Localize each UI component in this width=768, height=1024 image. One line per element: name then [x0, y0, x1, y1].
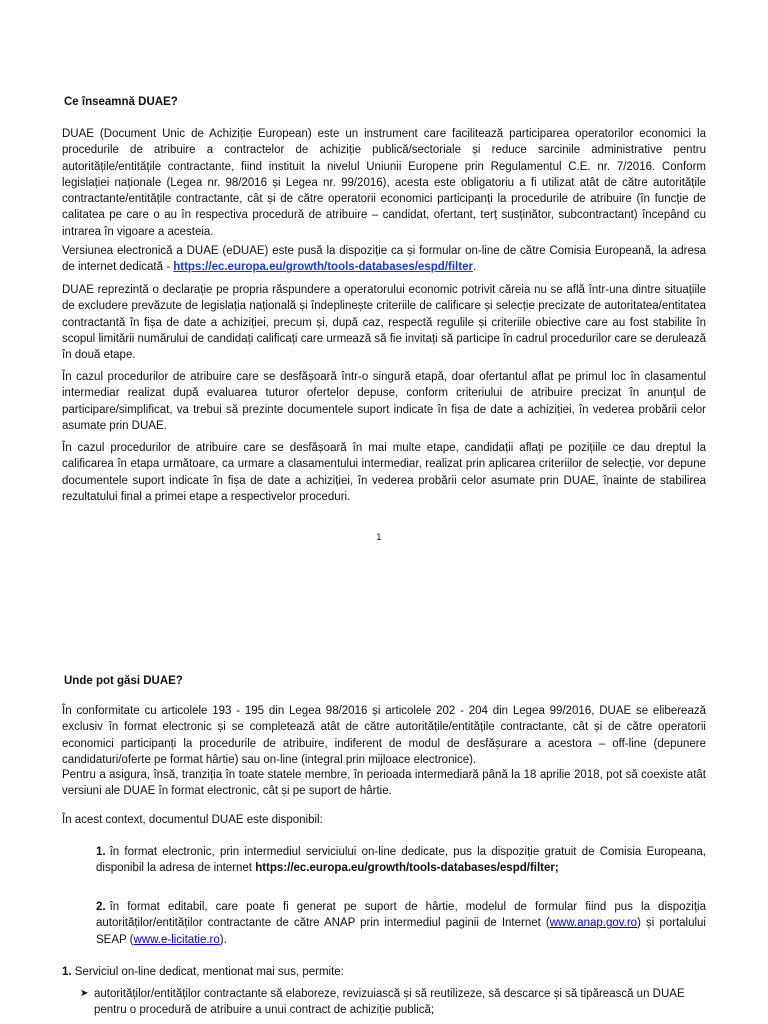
paragraph-legal-basis: În conformitate cu articolele 193 - 195 din Legea 98/2016 și articolele 202 - 204 din Legea 99/2016, DUAE se eliberează exclusiv în format electronic și se completează atât de către autoritățile/entitățile contractante, cât și de către operatorii economici participanți la procedurile de atribuire, indiferent de modul de desfășurare a acestora – off-line (depunere candidaturi/oferte pe format hârtie) sau on-line (integral prin mijloace electronice). — [62, 705, 706, 766]
espd-link[interactable]: https://ec.europa.eu/growth/tools-databases/espd/filter — [173, 261, 473, 274]
list-item-text: în format electronic, prin intermediul serviciului on-line dedicate, pus la dispoziție gratuit de Comisia Europeana, disponibil la adresa de internet — [96, 846, 706, 875]
paragraph-single-stage: În cazul procedurilor de atribuire care se desfășoară într-o singură etapă, doar ofertantul aflat pe primul loc în clasamentul intermediar realizat după evaluarea tuturor ofertelor depuse, conform criteriului de atribuire precizat în anunțul de participare/simplificat, va trebui să prezinte documentele suport indicate în fișa de date a achiziției, în vederea probării celor asumate prin DUAE. — [62, 371, 706, 432]
list-item-text: în format editabil, care poate fi generat pe suport de hârtie, modelul de formular fiind pus la dispoziția autorităților/entităților contractante de către ANAP prin intermediul paginii de Internet ( — [96, 901, 706, 930]
list-item-editable-format — [96, 899, 706, 948]
paragraph-eduae-version — [62, 243, 706, 276]
bullet-item-authorities — [80, 986, 706, 1019]
service-number: 1. — [62, 966, 72, 978]
section-title-what-is-duae: Ce înseamnă DUAE? — [64, 96, 178, 108]
arrow-bullet-icon: ➤ — [80, 988, 89, 999]
e-licitatie-link[interactable]: www.e-licitatie.ro — [133, 933, 220, 946]
section-title-where-to-find: Unde pot găsi DUAE? — [64, 675, 183, 687]
page-number: 1 — [376, 533, 382, 543]
list-item-number: 1. — [96, 846, 106, 858]
list-item-text-end: ). — [219, 933, 227, 946]
paragraph-declaration: DUAE reprezintă o declarație pe propria răspundere a operatorului economic potrivit căreia nu se află într-una dintre situațiile de excludere prevăzute de legislația națională și îndeplinește criteriile de calificare și selecție precizate de autoritatea/entitatea contractantă în fișa de date a achiziției, precum și, după caz, respectă regulile și criteriile obiective care au fost stabilite în scopul limitării numărului de candidați calificați care urmează să fie invitați să participe în cadrul procedurilor care se derulează în două etape. — [62, 284, 706, 362]
list-item-electronic-format — [96, 844, 706, 877]
anap-link[interactable]: www.anap.gov.ro — [549, 917, 638, 930]
espd-filter-url[interactable]: https://ec.europa.eu/growth/tools-databases/espd/filter; — [255, 862, 559, 875]
paragraph-transition: Pentru a asigura, însă, tranziția în toate statele membre, în perioada intermediară până la 18 aprilie 2018, pot să coexiste atât versiuni ale DUAE în format electronic, cât și pe suport de hârtie. — [62, 769, 706, 798]
paragraph-text: Versiunea electronică a DUAE (eDUAE) este pusă la dispoziție ca și formular on-line de către Comisia Europeană, la adresa de internet dedicată - — [62, 245, 706, 274]
paragraph-duae-definition: DUAE (Document Unic de Achiziție European) este un instrument care facilitează participarea operatorilor economici la procedurile de atribuire a contractelor de achiziție publică/sectoriale și reduce sarcinile administrative pentru autoritățile/entitățile contractante, fiind instituit la nivelul Uniunii Europene prin Regulamentul C.E. nr. 7/2016. Conform legislației naționale (Legea nr. 98/2016 și Legea nr. 99/2016), acesta este obligatoriu a fi utilizat atât de către autoritățile contractante/entitățile contractante, cât și de către operatorii economici participanți la procedurile de atribuire (în funcție de calitatea pe care o au în respectiva procedură de atribuire – candidat, ofertant, terț susținător, subcontractant) începând cu intrarea în vigoare a acesteia. — [62, 128, 706, 238]
paragraph-multi-stage: În cazul procedurilor de atribuire care se desfășoară în mai multe etape, candidații aflați pe pozițiile ce dau dreptul la calificarea în etapa următoare, ca urmare a clasamentului intermediar, realizat prin aplicarea criteriilor de selecție, vor depune documentele suport indicate în fișa de date a achiziției, în vederea probării celor asumate prin DUAE, înainte de stabilirea rezultatului final a primei etape a respectivelor proceduri. — [62, 442, 706, 503]
service-text: Serviciul on-line dedicat, mentionat mai sus, permite: — [71, 966, 344, 978]
list-item-number: 2. — [96, 901, 106, 913]
list-item-text-mid: ) și portalului SEAP ( — [96, 917, 706, 946]
paragraph-end: . — [472, 261, 477, 274]
paragraph-service-intro — [62, 964, 706, 980]
paragraph-availability: În acest context, documentul DUAE este disponibil: — [62, 814, 323, 826]
bullet-text: autorităților/entităților contractante să elaboreze, revizuiască și să reutilizeze, să descarce și să tipărească un DUAE pentru o procedură de atribuire a unui contract de achiziție publică; — [94, 988, 685, 1017]
